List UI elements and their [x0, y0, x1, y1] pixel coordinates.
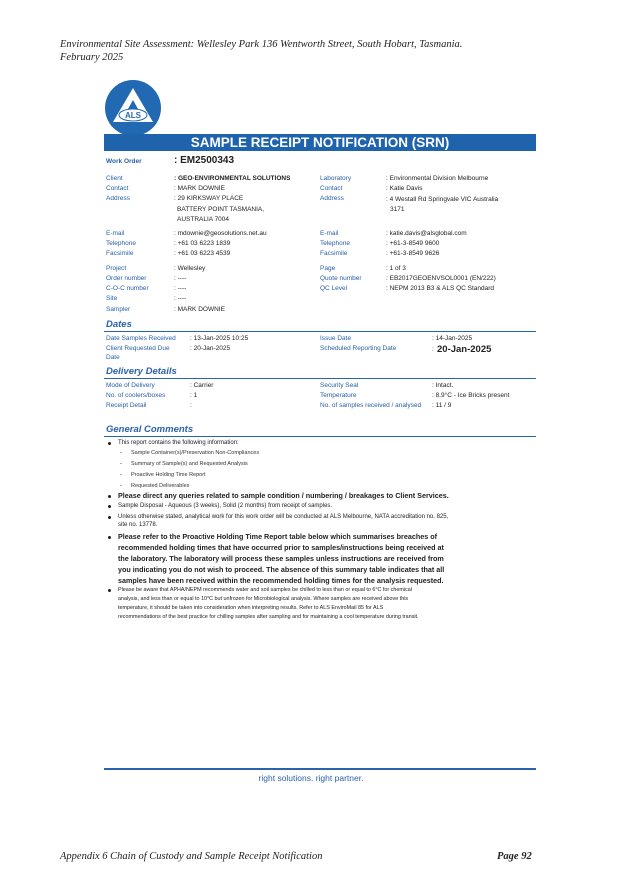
general-comments-heading: General Comments	[106, 424, 194, 435]
sub-item-1: Sample Container(s)/Preservation Non-Compliances	[131, 450, 260, 456]
sampler-value: : MARK DOWNIE	[174, 306, 225, 313]
comment-disposal: Sample Disposal - Aqueous (3 weeks), Solid (2 months) from receipt of samples.	[118, 503, 333, 509]
receipt-detail-value: :	[190, 402, 192, 409]
scheduled-date-value: 20-Jan-2025	[437, 344, 492, 355]
document-header	[60, 38, 462, 64]
address-label: Address	[106, 195, 130, 202]
site-label: Site	[106, 295, 118, 302]
laboratory-label: Laboratory	[320, 175, 352, 182]
email-value: : mdownie@geosolutions.net.au	[174, 230, 267, 237]
sub-item-4: Requested Deliverables	[131, 483, 190, 489]
scheduled-date-label: Scheduled Reporting Date	[320, 345, 397, 352]
facsimile-label: Facsimile	[106, 250, 134, 257]
mode-of-delivery-label: Mode of Delivery	[106, 382, 155, 389]
holding-time-line-2: recommended holding times that have occurred prior to samples/instructions being received at	[118, 543, 444, 552]
lab-address-value: : 4 Westall Rd Springvale VIC Australia	[386, 196, 499, 203]
footer-left: Appendix 6 Chain of Custody and Sample Receipt Notification	[60, 851, 323, 862]
lab-facsimile-value: : +61-3-8549 9626	[386, 250, 440, 257]
chilling-line-1: Please be aware that APHA/NEPM recommends water and soil samples be chilled to less than or equal to 6°C for chemical	[118, 587, 412, 593]
dates-heading: Dates	[106, 319, 132, 330]
requested-due-label-2: Date	[106, 354, 120, 361]
telephone-value: : +61 03 6223 1839	[174, 240, 231, 247]
order-number-label: Order number	[106, 275, 147, 282]
order-number-value: : ----	[174, 275, 187, 282]
requested-due-value: : 20-Jan-2025	[190, 345, 231, 352]
delivery-heading: Delivery Details	[106, 366, 177, 377]
coolers-value: : 1	[190, 392, 198, 399]
logo-text: ALS	[125, 111, 141, 120]
dash-icon: -	[120, 450, 122, 456]
project-label: Project	[106, 265, 127, 272]
quote-number-value: : EB2017GEOENVSOL0001 (EN/222)	[386, 275, 496, 282]
dates-divider	[104, 331, 536, 332]
bullet-icon	[108, 589, 111, 592]
temperature-value: : 8.9°C - Ice Bricks present	[432, 392, 510, 399]
bullet-icon	[108, 536, 111, 539]
bullet-icon	[108, 442, 111, 445]
bullet-icon	[108, 495, 111, 498]
requested-due-label: Client Requested Due	[106, 345, 170, 352]
issue-date-value: : 14-Jan-2025	[432, 335, 473, 342]
facsimile-value: : +61 03 6223 4539	[174, 250, 231, 257]
project-value: : Wellesley	[174, 265, 206, 272]
security-seal-value: : Intact.	[432, 382, 454, 389]
delivery-divider	[104, 378, 536, 379]
qc-level-label: QC Level	[320, 285, 348, 292]
lab-address-line-2: 3171	[390, 206, 405, 213]
dash-icon: -	[120, 483, 122, 489]
tagline: right solutions. right partner.	[258, 773, 364, 783]
lab-email-value: : katie.davis@alsglobal.com	[386, 230, 467, 237]
sub-item-3: Proactive Holding Time Report	[131, 472, 206, 478]
lab-telephone-value: : +61-3-8549 9600	[386, 240, 440, 247]
lab-contact-label: Contact	[320, 185, 343, 192]
coc-number-value: : ----	[174, 285, 187, 292]
work-order-label: Work Order	[106, 158, 142, 165]
lab-email-label: E-mail	[320, 230, 339, 237]
laboratory-value: : Environmental Division Melbourne	[386, 175, 489, 182]
address-value: : 29 KIRKSWAY PLACE	[174, 195, 244, 202]
comment-intro: This report contains the following information:	[118, 440, 239, 446]
page-title: SAMPLE RECEIPT NOTIFICATION (SRN)	[104, 134, 536, 151]
temperature-label: Temperature	[320, 392, 357, 399]
dash-icon: -	[120, 472, 122, 478]
als-logo	[105, 80, 161, 136]
comment-queries: Please direct any queries related to sample condition / numbering / breakages to Client Services.	[118, 491, 449, 500]
comment-nata-line-1: Unless otherwise stated, analytical work for this work order will be conducted at ALS Melbourne, NATA accreditation no. 825,	[118, 514, 449, 520]
address-line-2: BATTERY POINT TASMANIA,	[177, 206, 265, 213]
quote-number-label: Quote number	[320, 275, 362, 282]
chilling-line-3: temperature, it should be taken into consideration when interpreting results. Refer to ALS EnviroMail 85 for ALS	[118, 605, 384, 611]
receipt-detail-label: Receipt Detail	[106, 402, 147, 409]
lab-facsimile-label: Facsimile	[320, 250, 348, 257]
contact-label: Contact	[106, 185, 129, 192]
scheduled-date-colon: :	[432, 346, 434, 353]
coc-number-label: C-O-C number	[106, 285, 149, 292]
page-label: Page	[320, 265, 336, 272]
telephone-label: Telephone	[106, 240, 136, 247]
page-value: : 1 of 3	[386, 265, 406, 272]
comments-divider	[104, 436, 536, 437]
sub-item-2: Summary of Sample(s) and Requested Analysis	[131, 461, 248, 467]
lab-address-label: Address	[320, 195, 344, 202]
header-line-2: February 2025	[60, 52, 124, 63]
lab-contact-value: : Katie Davis	[386, 185, 423, 192]
client-value: : GEO-ENVIRONMENTAL SOLUTIONS	[174, 175, 291, 182]
bullet-icon	[108, 516, 111, 519]
chilling-line-4: recommendations of the best practice for chilling samples after sampling and for maintaining a cool temperature during transit.	[118, 614, 419, 620]
email-label: E-mail	[106, 230, 125, 237]
comment-nata-line-2: site no. 13778.	[118, 522, 158, 528]
contact-value: : MARK DOWNIE	[174, 185, 225, 192]
bullet-icon	[108, 505, 111, 508]
lab-telephone-label: Telephone	[320, 240, 350, 247]
client-label: Client	[106, 175, 123, 182]
samples-count-value: : 11 / 9	[432, 402, 452, 409]
security-seal-label: Security Seal	[320, 382, 359, 389]
als-logo-icon	[105, 80, 161, 136]
footer-divider	[104, 768, 536, 770]
holding-time-line-4: you indicating you do not wish to proceed. The absence of this summary table indicates that all	[118, 565, 445, 574]
date-received-value: : 13-Jan-2025 10:25	[190, 335, 249, 342]
footer-page-number: Page 92	[497, 851, 532, 862]
dash-icon: -	[120, 461, 122, 467]
site-value: : ----	[174, 295, 187, 302]
samples-count-label: No. of samples received / analysed	[320, 402, 422, 409]
holding-time-line-5: samples have been received within the recommended holding times for the analysis requested.	[118, 576, 444, 585]
work-order-value: : EM2500343	[174, 155, 235, 166]
holding-time-line-3: the laboratory. The laboratory will process these samples unless instructions are received from	[118, 554, 444, 563]
qc-level-value: : NEPM 2013 B3 & ALS QC Standard	[386, 285, 495, 292]
holding-time-line-1: Please refer to the Proactive Holding Time Report table below which summarises breaches of	[118, 532, 438, 541]
sampler-label: Sampler	[106, 306, 131, 313]
issue-date-label: Issue Date	[320, 335, 352, 342]
header-line-1: Environmental Site Assessment: Wellesley Park 136 Wentworth Street, South Hobart, Tasmania.	[60, 39, 463, 50]
mode-of-delivery-value: : Carrier	[190, 382, 214, 389]
coolers-label: No. of coolers/boxes	[106, 392, 166, 399]
address-line-3: AUSTRALIA 7004	[177, 216, 230, 223]
date-received-label: Date Samples Received	[106, 335, 176, 342]
chilling-line-2: analysis, and less than or equal to 10°C but unfrozen for Microbiological analysis. Where samples are received above this	[118, 596, 409, 602]
